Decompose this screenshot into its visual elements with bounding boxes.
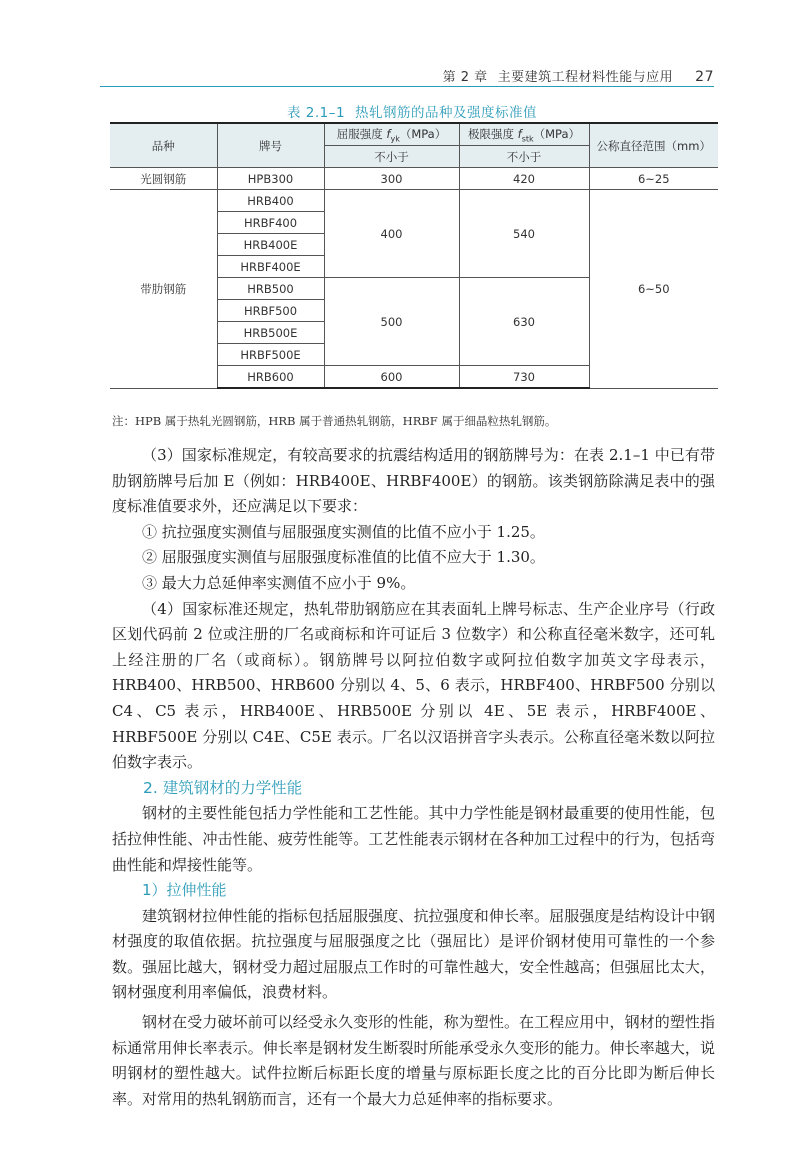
- page-number: 27: [695, 69, 714, 85]
- cell-variety: 带肋钢筋: [110, 190, 217, 389]
- cell-grade: HRBF500E: [217, 344, 324, 366]
- tensile-unit: （MPa）: [533, 126, 581, 141]
- cell-diameter: 6~25: [589, 168, 718, 190]
- cell-yield: 300: [324, 168, 459, 190]
- yield-unit: （MPa）: [399, 126, 447, 141]
- paragraph: 建筑钢材拉伸性能的指标包括屈服强度、抗拉强度和伸长率。屈服强度是结构设计中钢材强度的取值依据。抗拉强度与屈服强度之比（强屈比）是评价钢材使用可靠性的一个参数。强屈比越大，钢材受力超过屈服点工作时的可靠性越大，安全性越高；但强屈比太大，钢材强度利用率偏低，浪费材料。: [112, 906, 715, 1002]
- cell-tensile: 630: [459, 278, 589, 366]
- body-text: [112, 443, 715, 1112]
- cell-diameter: 6~50: [589, 190, 718, 389]
- yield-symbol: f: [386, 126, 391, 141]
- cell-variety: 光圆钢筋: [110, 168, 217, 190]
- tensile-label: 极限强度: [467, 126, 518, 141]
- table-caption-title: 热轧钢筋的品种及强度标准值: [355, 105, 538, 121]
- cell-yield: 500: [324, 278, 459, 366]
- cell-grade: HRBF500: [217, 300, 324, 322]
- paragraph-3: （3）国家标准规定，有较高要求的抗震结构适用的钢筋牌号为：在表 2.1–1 中已有带肋钢筋牌号后加 E（例如：HRB400E、HRBF400E）的钢筋。该类钢筋除满足表中的强度标准值要求外，还应满足以下要求：: [112, 446, 715, 516]
- cell-grade: HRB500: [217, 278, 324, 300]
- chapter-heading: [433, 66, 714, 85]
- table-row: [110, 190, 718, 212]
- chapter-number: 第 2 章: [442, 70, 488, 85]
- cell-grade: HRB500E: [217, 322, 324, 344]
- table-caption: [100, 101, 714, 121]
- table-note: 注：HPB 属于热轧光圆钢筋，HRB 属于普通热轧钢筋，HRBF 属于细晶粒热轧钢筋。: [112, 414, 557, 428]
- paragraph: 钢材在受力破坏前可以经受永久变形的性能，称为塑性。在工程应用中，钢材的塑性指标通常用伸长率表示。伸长率是钢材发生断裂时所能承受永久变形的能力。伸长率越大，说明钢材的塑性越大。试件拉断后标距长度的增量与原标距长度之比的百分比即为断后伸长率。对常用的热轧钢筋而言，还有一个最大力总延伸率的指标要求。: [112, 1013, 715, 1108]
- header-tensile-not-less: 不小于: [459, 146, 589, 168]
- header-variety: 品种: [110, 123, 217, 168]
- tensile-subscript: stk: [521, 134, 534, 144]
- cell-grade: HRB600: [217, 366, 324, 389]
- chapter-title: 主要建筑工程材料性能与应用: [497, 70, 674, 85]
- header-diameter: 公称直径范围（mm）: [589, 123, 718, 168]
- paragraph-4: （4）国家标准还规定，热轧带肋钢筋应在其表面轧上牌号标志、生产企业序号（行政区划代码前 2 位或注册的厂名或商标和许可证后 3 位数字）和公称直径毫米数字，还可轧上经注册的厂名（或商标）。钢筋牌号以阿拉伯数字或阿拉伯数字加英文字母表示，HRB400、HRB500、HRB600 分别以 4、5、6 表示，HRBF400、HRBF500 分别以 C4、C5 表示，HRB400E、HRB500E 分别以 4E、5E 表示，HRBF400E、HRBF500E 分别以 C4E、C5E 表示。厂名以汉语拼音字头表示。公称直径毫米数以阿拉伯数字表示。: [112, 599, 715, 772]
- table-row: [110, 168, 718, 190]
- cell-grade: HRB400E: [217, 234, 324, 256]
- requirement-item: ③ 最大力总延伸率实测值不应小于 9%。: [142, 573, 416, 592]
- cell-tensile: 420: [459, 168, 589, 190]
- running-header: [100, 62, 714, 87]
- requirement-item: ① 抗拉强度实测值与屈服强度实测值的比值不应小于 1.25。: [142, 522, 545, 541]
- yield-subscript: yk: [390, 134, 400, 144]
- section-heading: 2. 建筑钢材的力学性能: [143, 778, 303, 797]
- header-tensile-strength: [459, 123, 589, 146]
- cell-grade: HRBF400: [217, 212, 324, 234]
- cell-grade: HPB300: [217, 168, 324, 190]
- rebar-strength-table: [110, 122, 718, 389]
- tensile-symbol: f: [517, 126, 522, 141]
- cell-grade: HRB400: [217, 190, 324, 212]
- cell-grade: HRBF400E: [217, 256, 324, 278]
- cell-yield: 400: [324, 190, 459, 278]
- header-yield-strength: [324, 123, 459, 146]
- cell-yield: 600: [324, 366, 459, 389]
- header-grade: 牌号: [217, 123, 324, 168]
- yield-label: 屈服强度: [336, 126, 387, 141]
- cell-tensile: 540: [459, 190, 589, 278]
- subsection-heading: 1）拉伸性能: [142, 881, 227, 900]
- requirement-item: ② 屈服强度实测值与屈服强度标准值的比值不应大于 1.30。: [142, 548, 545, 567]
- table-caption-number: 表 2.1–1: [286, 105, 346, 121]
- cell-tensile: 730: [459, 366, 589, 389]
- header-yield-not-less: 不小于: [324, 146, 459, 168]
- paragraph: 钢材的主要性能包括力学性能和工艺性能。其中力学性能是钢材最重要的使用性能，包括拉伸性能、冲击性能、疲劳性能等。工艺性能表示钢材在各种加工过程中的行为，包括弯曲性能和焊接性能等。: [112, 804, 715, 874]
